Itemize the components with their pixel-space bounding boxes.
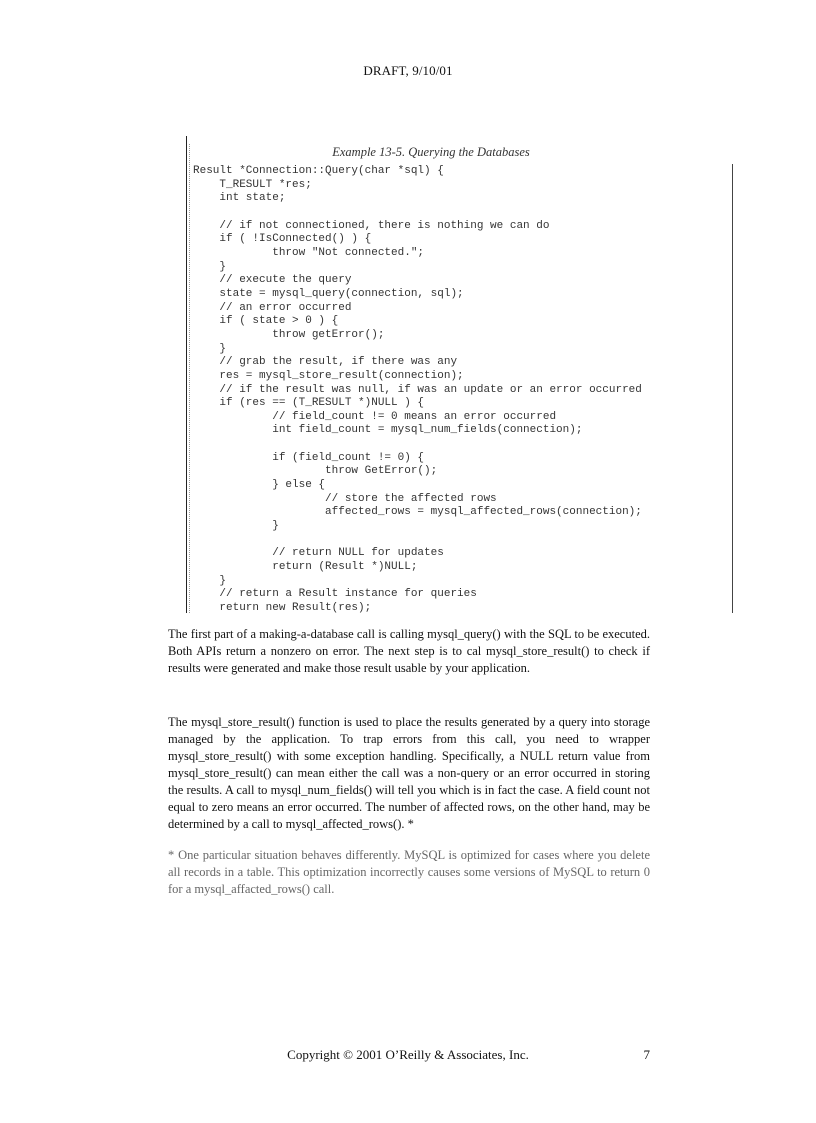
footnote: * One particular situation behaves differently. MySQL is optimized for cases where you delete all records in a table. This optimization incorrectly causes some versions of MySQL to return 0 for a mysql_affacted_rows() call. — [168, 848, 650, 896]
copyright-footer: Copyright © 2001 O’Reilly & Associates, Inc. — [287, 1047, 529, 1062]
example-right-rule — [732, 164, 733, 613]
paragraph-query-call: The first part of a making-a-database call is calling mysql_query() with the SQL to be executed. Both APIs return a nonzero on error. The next step is to cal mysql_store_result() to check if results were generated and make those result usable by your application. — [168, 627, 650, 675]
code-example — [186, 136, 734, 613]
example-left-dotted-rule — [189, 144, 190, 613]
code-listing: Result *Connection::Query(char *sql) { T_RESULT *res; int state; // if not connectioned, there is nothing we can do if ( !IsConnected() ) { throw "Not connected."; } // execute the query state = mysql_query(connection, sql); // an error occurred if ( state > 0 ) { throw getError(); } // grab the result, if there was any res = mysql_store_result(connection); // if the result was null, if was an update or an error occurred if (res == (T_RESULT *)NULL ) { // field_count != 0 means an error occurred int field_count = mysql_num_fields(connection); if (field_count != 0) { throw GetError(); } else { // store the affected rows affected_rows = mysql_affected_rows(connection); } // return NULL for updates return (Result *)NULL; } // return a Result instance for queries return new Result(res); — [193, 165, 642, 614]
example-caption: Example 13-5. Querying the Databases — [332, 145, 530, 159]
draft-header: DRAFT, 9/10/01 — [363, 63, 453, 78]
page-number: 7 — [643, 1047, 650, 1062]
paragraph-store-result: The mysql_store_result() function is used to place the results generated by a query into storage managed by the application. To trap errors from this call, you need to wrapper mysql_store_result() with some exception handling. Specifically, a NULL return value from mysql_store_result() can mean either the call was a non-query or an error occurred in storing the results. A call to mysql_num_fields() will tell you which is in fact the case. A field count not equal to zero means an error occurred. The number of affected rows, on the other hand, may be determined by a call to mysql_affected_rows(). * — [168, 715, 650, 831]
example-left-rule — [186, 136, 187, 613]
